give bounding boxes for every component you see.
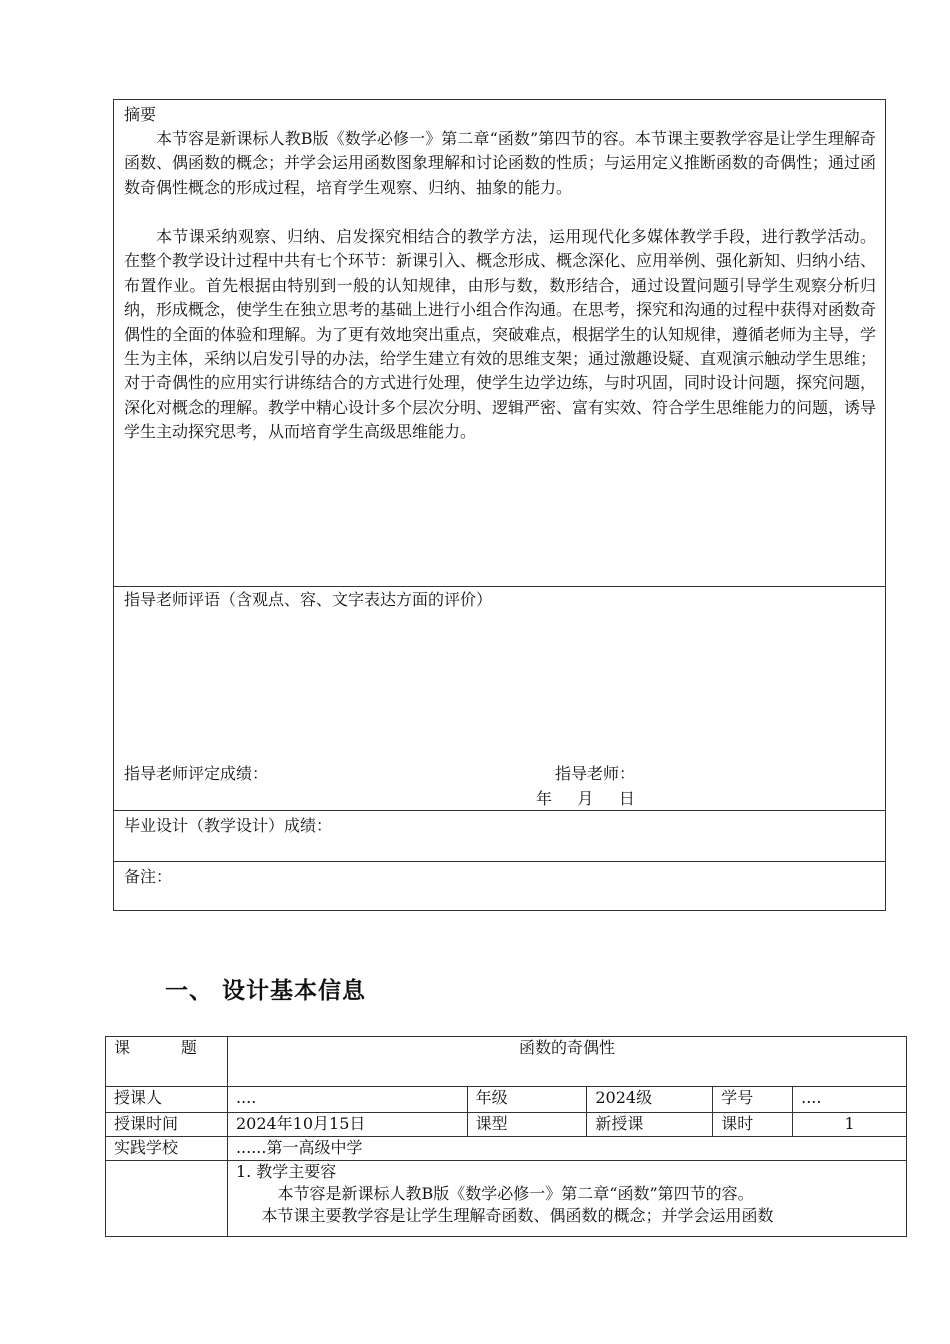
lesson-hours-value: 1 [793, 1113, 907, 1137]
topic-value: 函数的奇偶性 [227, 1037, 906, 1087]
abstract-paragraph-2: 本节课采纳观察、归纳、启发探究相结合的教学方法，运用现代化多媒体教学手段，进行教学活动。 在整个教学设计过程中共有七个环节：新课引入、概念形成、概念深化、应用举例、强化新知、归纳小结、布置作业。首先根据由特别到一般的认知规律，由形与数，数形结合，通过设置问题引导学生观察分析归纳，形成概念，使学生在独立思考的基础上进行小组合作沟通。在思考，探究和沟通的过程中获得对函数奇偶性的全面的体验和理解。为了更有效地突出重点，突破难点，根据学生的认知规律，遵循老师为主导，学生为主体，采纳以启发引导的办法，给学生建立有效的思维支架；通过激趣设疑、直观演示触动学生思维；对于奇偶性的应用实行讲练结合的方式进行处理，使学生边学边练，与时巩固，同时设计问题，探究问题，深化对概念的理解。教学中精心设计多个层次分明、逻辑严密、富有实效、符合学生思维能力的问题，诱导学生主动探究思考，从而培育学生高级思维能力。 [124, 227, 877, 442]
topic-label: 课 题 [106, 1037, 228, 1087]
teacher-label: 授课人 [106, 1087, 228, 1113]
content-cell [227, 1161, 906, 1237]
lesson-type-label: 课型 [467, 1113, 587, 1137]
abstract-heading: 摘要 [124, 105, 157, 124]
teacher-value: .... [227, 1087, 467, 1113]
remark-label: 备注： [124, 867, 173, 886]
student-id-value: .... [793, 1087, 907, 1113]
abstract-section [114, 100, 885, 587]
basic-info-table [105, 1036, 907, 1237]
grade-level-label: 年级 [467, 1087, 587, 1113]
lesson-hours-label: 课时 [713, 1113, 793, 1137]
remark-section [114, 862, 885, 911]
evaluation-form [113, 99, 886, 911]
abstract-paragraph-1: 本节容是新课标人教B版《数学必修一》第二章“函数”第四节的容。本节课主要教学容是让学生理解奇函数、偶函数的概念；并学会运用函数图象理解和讨论函数的性质；与运用定义推断函数的奇偶性；通过函数奇偶性概念的形成过程，培育学生观察、归纳、抽象的能力。 [124, 129, 877, 197]
time-value: 2024年10月15日 [227, 1113, 467, 1137]
advisor-score-label: 指导老师评定成绩： [124, 764, 269, 783]
content-label-cell [106, 1161, 228, 1237]
lesson-type-value: 新授课 [587, 1113, 713, 1137]
student-id-label: 学号 [713, 1087, 793, 1113]
school-label: 实践学校 [106, 1137, 228, 1161]
advisor-comment-section [114, 587, 885, 811]
grade-level-value: 2024级 [587, 1087, 713, 1113]
date-label: 年 月 日 [536, 789, 635, 808]
advisor-name-label: 指导老师： [555, 764, 636, 783]
content-line-1: 本节容是新课标人教B版《数学必修一》第二章“函数”第四节的容。 [277, 1184, 754, 1203]
grade-label: 毕业设计（教学设计）成绩： [124, 816, 333, 835]
advisor-comment-heading: 指导老师评语（含观点、容、文字表达方面的评价） [124, 590, 493, 609]
grade-section [114, 811, 885, 862]
time-label: 授课时间 [106, 1113, 228, 1137]
content-line-2: 本节课主要教学容是让学生理解奇函数、偶函数的概念；并学会运用函数 [261, 1206, 774, 1225]
section-heading: 一、 设计基本信息 [165, 978, 367, 1004]
school-value: ......第一高级中学 [227, 1137, 906, 1161]
content-item: 1. 教学主要容 [235, 1162, 337, 1181]
